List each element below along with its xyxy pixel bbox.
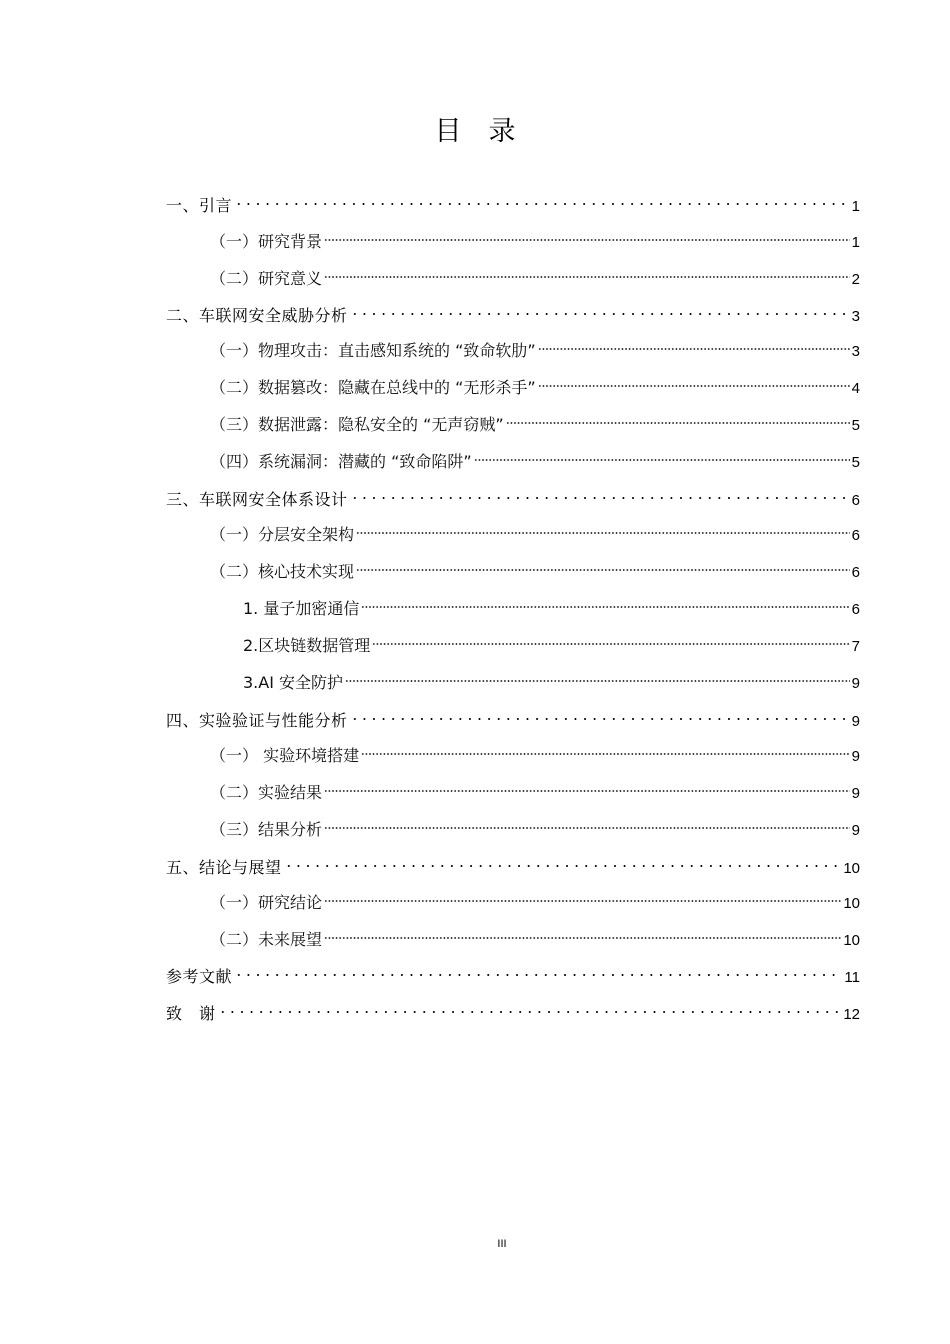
toc-entry-page: 6: [851, 601, 860, 618]
toc-entry-label: 致 谢: [166, 1004, 216, 1023]
toc-entry[interactable]: [210, 919, 860, 949]
toc-entry-label: 1. 量子加密通信: [243, 599, 360, 618]
toc-entry-label: （一）分层安全架构: [210, 525, 355, 544]
dot-leader: [361, 735, 850, 761]
toc-entry-label: （一）研究背景: [210, 232, 323, 251]
toc-entry-label: 二、车联网安全威胁分析: [166, 306, 348, 325]
toc-entry-page: 10: [843, 860, 860, 877]
toc-entry[interactable]: [210, 258, 860, 288]
toc-entry[interactable]: [210, 514, 860, 544]
toc-entry-label: （二）数据篡改：隐藏在总线中的 “无形杀手”: [210, 378, 536, 397]
toc-entry[interactable]: [210, 735, 860, 765]
page-number: III: [497, 1238, 507, 1250]
toc-entry[interactable]: [210, 441, 860, 471]
toc-entry-label: 参考文献: [166, 967, 233, 986]
toc-entry[interactable]: [166, 185, 860, 215]
dot-leader: [350, 700, 850, 726]
toc-title: 目 录: [434, 116, 516, 147]
toc-entry-page: 9: [851, 748, 860, 765]
toc-entry-label: （二）实验结果: [210, 783, 323, 802]
toc-entry-page: 3: [851, 308, 860, 325]
toc-entry-page: 10: [843, 895, 860, 912]
toc-entry-label: 五、结论与展望: [166, 858, 282, 877]
toc-entry-label: 3.AI 安全防护: [243, 673, 344, 692]
dot-leader: [324, 258, 850, 284]
toc-entry-page: 5: [851, 454, 860, 471]
toc-entry-label: 2.区块链数据管理: [243, 636, 371, 655]
toc-entry[interactable]: [210, 330, 860, 360]
dot-leader: [538, 367, 850, 393]
toc-entry-page: 1: [851, 234, 860, 251]
toc-entry[interactable]: [210, 404, 860, 434]
toc-entry[interactable]: [210, 221, 860, 251]
dot-leader: [345, 662, 850, 688]
toc-entry-page: 10: [843, 932, 860, 949]
toc-entry-page: 2: [851, 271, 860, 288]
dot-leader: [356, 514, 850, 540]
toc-entry-label: （一） 实验环境搭建: [210, 746, 360, 765]
dot-leader: [234, 185, 850, 211]
toc-entry-label: 四、实验验证与性能分析: [166, 711, 348, 730]
toc-entry-page: 6: [851, 492, 860, 509]
dot-leader: [356, 551, 850, 577]
dot-leader: [324, 772, 850, 798]
toc-entry-page: 6: [851, 527, 860, 544]
dot-leader: [324, 809, 850, 835]
toc-entry-page: 6: [851, 564, 860, 581]
dot-leader: [218, 993, 842, 1019]
toc-entry[interactable]: [210, 367, 860, 397]
dot-leader: [361, 588, 849, 614]
dot-leader: [324, 882, 841, 908]
dot-leader: [506, 404, 850, 430]
dot-leader: [284, 847, 842, 873]
toc-entry-label: （三）结果分析: [210, 820, 323, 839]
toc-entry-label: （三）数据泄露：隐私安全的 “无声窃贼”: [210, 415, 504, 434]
toc-entry[interactable]: [243, 625, 860, 655]
toc-entry-page: 11: [844, 969, 860, 986]
toc-entry-page: 1: [851, 198, 860, 215]
toc-entry[interactable]: [166, 993, 860, 1023]
toc-entry-page: 9: [851, 713, 860, 730]
toc-entry-label: （二）核心技术实现: [210, 562, 355, 581]
toc-entry-label: （四）系统漏洞：潜藏的 “致命陷阱”: [210, 452, 472, 471]
toc-entry[interactable]: [166, 295, 860, 325]
toc-entry-label: （一）研究结论: [210, 893, 323, 912]
toc-entry[interactable]: [210, 809, 860, 839]
toc-entry-page: 5: [851, 417, 860, 434]
dot-leader: [474, 441, 850, 467]
toc-entry[interactable]: [166, 479, 860, 509]
dot-leader: [234, 956, 842, 982]
toc-entry[interactable]: [210, 551, 860, 581]
dot-leader: [350, 295, 850, 321]
toc-entry[interactable]: [210, 882, 860, 912]
dot-leader: [324, 221, 850, 247]
toc-entry-page: 3: [851, 343, 860, 360]
toc-entry-page: 9: [851, 822, 860, 839]
dot-leader: [350, 479, 850, 505]
toc-entry[interactable]: [166, 956, 860, 986]
toc-entry-label: 一、引言: [166, 196, 233, 215]
dot-leader: [324, 919, 841, 945]
toc-entry[interactable]: [243, 588, 860, 618]
toc-entry-page: 9: [851, 785, 860, 802]
toc-entry-label: （二）未来展望: [210, 930, 323, 949]
toc-entry-page: 4: [851, 380, 860, 397]
toc-entry-label: 三、车联网安全体系设计: [166, 490, 348, 509]
toc-entry[interactable]: [166, 847, 860, 877]
toc-entry[interactable]: [243, 662, 860, 692]
toc-entry-label: （二）研究意义: [210, 269, 323, 288]
toc-entry-label: （一）物理攻击：直击感知系统的 “致命软肋”: [210, 341, 536, 360]
toc-entry-page: 9: [851, 675, 860, 692]
toc-entry-page: 12: [843, 1006, 860, 1023]
toc-entry-page: 7: [851, 638, 860, 655]
dot-leader: [372, 625, 849, 651]
dot-leader: [538, 330, 850, 356]
toc-entry[interactable]: [210, 772, 860, 802]
toc-entry[interactable]: [166, 700, 860, 730]
